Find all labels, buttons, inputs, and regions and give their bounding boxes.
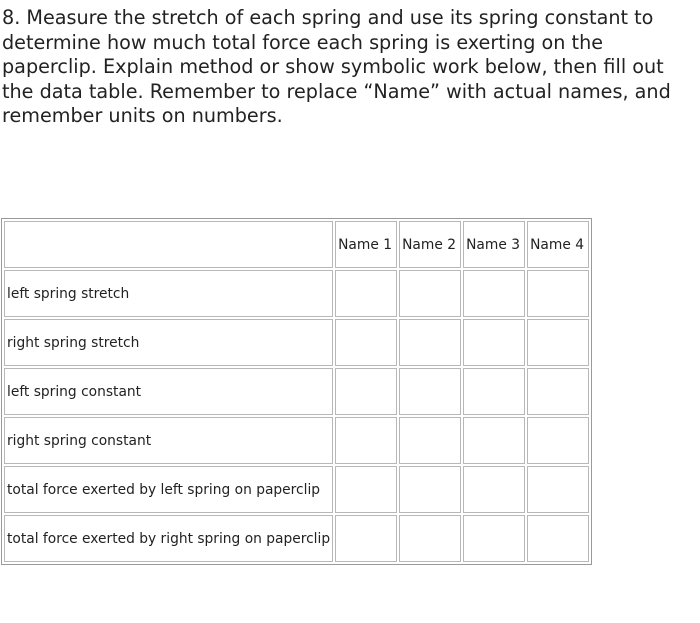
question-line: remember units on numbers. bbox=[2, 104, 283, 127]
question-line: the data table. Remember to replace “Name” with actual names, and bbox=[2, 79, 671, 103]
table-cell[interactable] bbox=[527, 515, 589, 562]
table-cell[interactable] bbox=[463, 368, 525, 415]
corner-cell bbox=[4, 221, 333, 268]
table-row bbox=[4, 368, 589, 415]
table-cell[interactable] bbox=[463, 319, 525, 366]
table-cell[interactable] bbox=[399, 368, 461, 415]
table-cell[interactable] bbox=[527, 417, 589, 464]
table-cell[interactable] bbox=[399, 466, 461, 513]
column-header-name-2[interactable]: Name 2 bbox=[399, 221, 461, 268]
table-header-row bbox=[4, 221, 589, 268]
table-cell[interactable] bbox=[527, 466, 589, 513]
table-row bbox=[4, 466, 589, 513]
question-line: paperclip. Explain method or show symbolic work below, then fill out bbox=[2, 55, 664, 78]
row-label: right spring constant bbox=[4, 417, 333, 464]
table-row bbox=[4, 515, 589, 562]
table-cell[interactable] bbox=[463, 270, 525, 317]
table-cell[interactable] bbox=[335, 417, 397, 464]
table-cell[interactable] bbox=[335, 319, 397, 366]
column-header-name-4[interactable]: Name 4 bbox=[527, 221, 589, 268]
column-header-name-1[interactable]: Name 1 bbox=[335, 221, 397, 268]
table-row bbox=[4, 270, 589, 317]
data-table bbox=[1, 218, 592, 565]
row-label: right spring stretch bbox=[4, 319, 333, 366]
table-cell[interactable] bbox=[463, 417, 525, 464]
table-cell[interactable] bbox=[335, 515, 397, 562]
question-line: determine how much total force each spring is exerting on the bbox=[2, 30, 604, 54]
question-line: 8. Measure the stretch of each spring and use its spring constant to bbox=[2, 6, 654, 29]
row-label: left spring constant bbox=[4, 368, 333, 415]
table-row bbox=[4, 417, 589, 464]
row-label: total force exerted by left spring on paperclip bbox=[4, 466, 333, 513]
table-cell[interactable] bbox=[399, 417, 461, 464]
table-cell[interactable] bbox=[335, 270, 397, 317]
column-header-name-3[interactable]: Name 3 bbox=[463, 221, 525, 268]
table-cell[interactable] bbox=[527, 270, 589, 317]
table-cell[interactable] bbox=[463, 466, 525, 513]
table-cell[interactable] bbox=[527, 319, 589, 366]
table-cell[interactable] bbox=[399, 270, 461, 317]
table-cell[interactable] bbox=[399, 515, 461, 562]
row-label: total force exerted by right spring on paperclip bbox=[4, 515, 333, 562]
question-text bbox=[2, 6, 692, 129]
table-cell[interactable] bbox=[527, 368, 589, 415]
table-cell[interactable] bbox=[335, 466, 397, 513]
table-cell[interactable] bbox=[399, 319, 461, 366]
row-label: left spring stretch bbox=[4, 270, 333, 317]
table-cell[interactable] bbox=[463, 515, 525, 562]
table-cell[interactable] bbox=[335, 368, 397, 415]
table-row bbox=[4, 319, 589, 366]
